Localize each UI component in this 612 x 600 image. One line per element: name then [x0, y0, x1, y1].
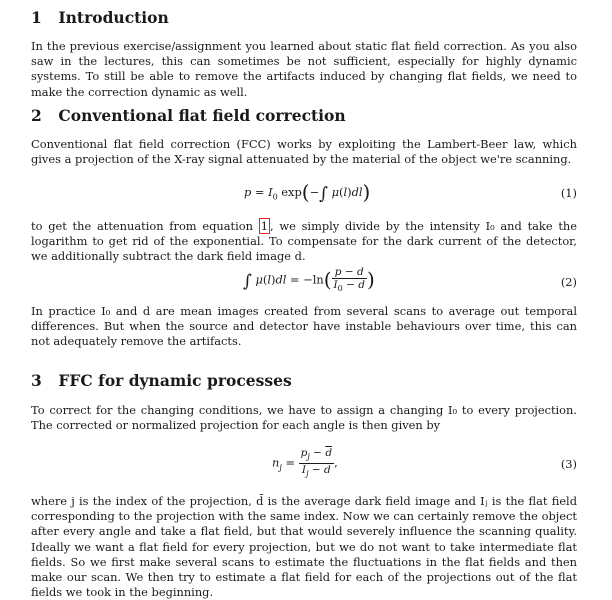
dynamic-ffc-paragraph: To correct for the changing conditions, we have to assign a changing I₀ to every projection. The corrected or normalized projection for each angle is then given by [31, 403, 577, 433]
practice-paragraph: In practice I₀ and d are mean images created from several scans to average out temporal differences. But when the source and detector have instable behaviours over time, this can not adequately remove the artifacts. [31, 304, 577, 349]
attenuation-paragraph [31, 219, 577, 265]
section-title: Introduction [58, 8, 169, 27]
equation-2 [31, 266, 577, 300]
equation-1 [31, 180, 577, 206]
section-number: 3 [31, 371, 42, 390]
section-title: FFC for dynamic processes [58, 371, 292, 390]
explanation-paragraph: where j is the index of the projection, d̄ is the average dark field image and Iⱼ is the flat field corresponding to the projection with the same index. Now we can certainly remove the object after every angle and take a flat field, but that would severely influence the scanning quality. Ideally we want a flat field for every projection, but we do not want to take intermediate flat fields. So we first make several scans to estimate the fluctuations in the flat fields and then make our scan. We then try to estimate a flat field for each of the projections out of the flat fields we took in the beginning. [31, 494, 577, 600]
section-number: 1 [31, 8, 42, 27]
equation-3-number: (3) [560, 457, 577, 471]
section-title: Conventional flat field correction [58, 106, 346, 125]
equation-1-formula: $p = I_0$ exp(−∫ μ(l)dl) [244, 180, 371, 204]
equation-3 [31, 447, 577, 481]
equation-1-number: (1) [560, 186, 577, 200]
equation-2-number: (2) [560, 275, 577, 289]
conventional-ffc-paragraph: Conventional flat field correction (FCC) works by exploiting the Lambert-Beer law, which gives a projection of the X-ray signal attenuated by the material of the object we're scanning. [31, 137, 577, 167]
section-heading-dynamic-ffc [31, 371, 292, 390]
attenuation-text-b: , we simply divide by the intensity I₀ and take the logarithm to get rid of the exponential. To compensate for the dark current of the detector, we additionally subtract the dark field image d. [31, 219, 577, 264]
section-heading-conventional-ffc [31, 106, 346, 125]
section-number: 2 [31, 106, 42, 125]
equation-reference-link[interactable]: 1 [260, 219, 268, 233]
equation-3-formula: $n_j$ = $\frac{p_j - \overline{d}}{I_j - \overline{d}}$ , [272, 447, 338, 479]
intro-paragraph: In the previous exercise/assignment you learned about static flat field correction. As you also saw in the lectures, this can sometimes be not sufficient, especially for highly dynamic systems. To still be able to remove the artifacts induced by changing flat fields, we need to make the correction dynamic as well. [31, 39, 577, 99]
equation-2-formula: ∫ μ(l)dl = −ln( $\frac{p - d}{I_0 - d}$ ) [243, 266, 375, 294]
attenuation-text-a: to get the attenuation from equation [31, 219, 253, 233]
section-heading-introduction [31, 8, 169, 27]
